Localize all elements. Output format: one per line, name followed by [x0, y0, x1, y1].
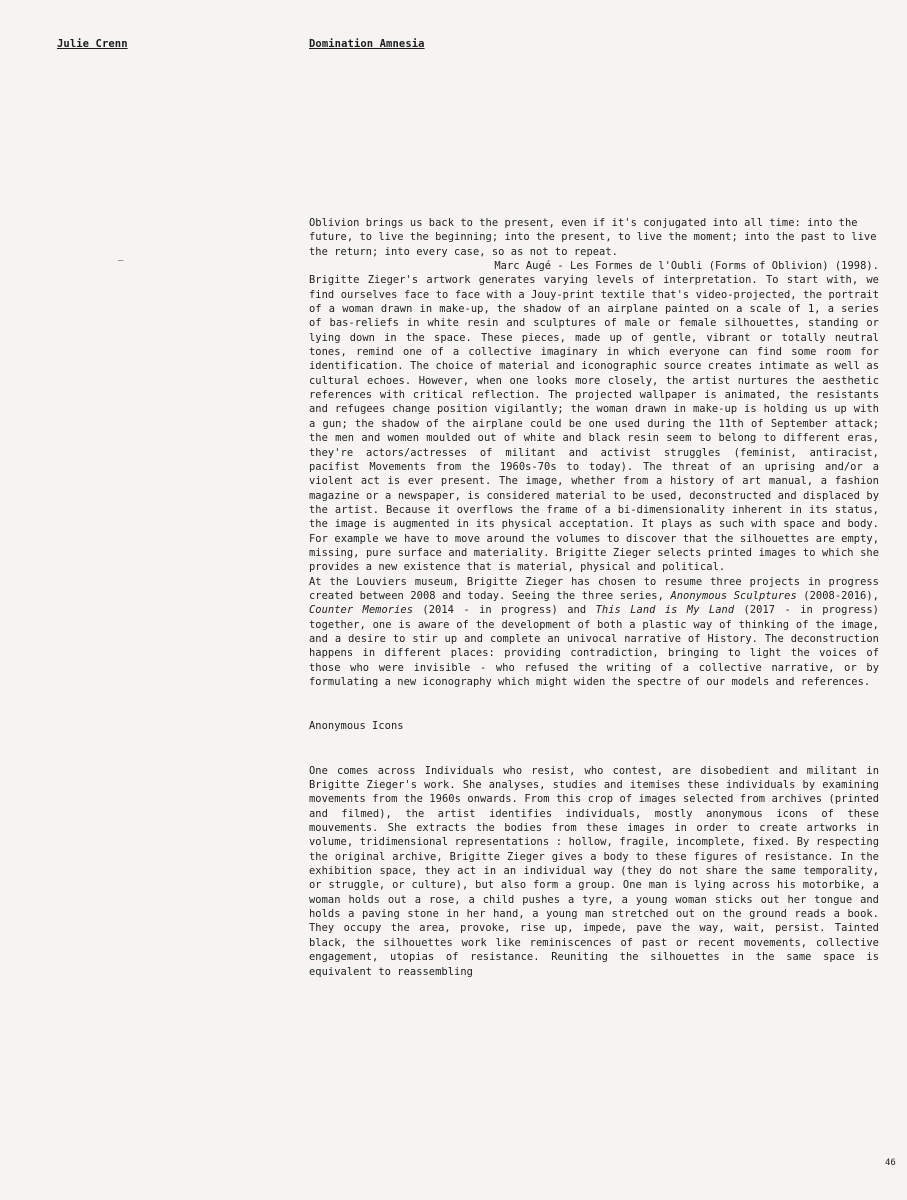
header-author: Julie Crenn: [57, 38, 128, 50]
margin-mark: –: [118, 256, 124, 266]
epigraph-source: Marc Augé - Les Formes de l'Oubli (Forms of Oblivion) (1998).: [494, 260, 879, 273]
series-1-dates: (2008-2016),: [796, 589, 879, 602]
paragraph-1: Brigitte Zieger's artwork generates varying levels of interpretation. To start with, we find ourselves face to face with a Jouy-print textile that's video-projected, the portrait of a woman drawn in make-up, the shadow of an airplane painted on a scale of 1, a series of bas-reliefs in white resin and sculptures of male or female silhouettes, standing or lying down in the space. These pieces, made up of gentle, vibrant or totally neutral tones, remind one of a collective imaginary in which everyone can find some room for identification. The choice of material and iconographic source creates intimate as well as cultural echoes. However, when one looks more closely, the artist nurtures the aesthetic references with critical reflection. The projected wallpaper is animated, the resistants and refugees change position vigilantly; the woman drawn in make-up is holding us up with a gun; the shadow of the airplane could be one used during the 11th of September attack; the men and women moulded out of white and black resin seem to belong to different eras, they're actors/actresses of militant and activist struggles (feminist, antiracist, pacifist Movements from the 1960s-70s to today). The threat of an uprising and/or a violent act is ever present. The image, whether from a history of art manual, a fashion magazine or a newspaper, is considered material to be used, deconstructed and displaced by the artist. Because it overflows the frame of a bi-dimensionality inherent in its status, the image is augmented in its physical acceptation. It plays as such with space and body. For example we have to move around the volumes to discover that the silhouettes are empty, missing, pure surface and materiality. Brigitte Zieger selects printed images to which she provides a new existence that is material, physical and political.: [309, 274, 879, 574]
paragraph-2-start: At the Louviers museum, Brigitte Zieger has chosen to resume three projects in progress created between 2008 and today. Seeing the three series,: [309, 575, 879, 602]
paragraph-2: [309, 575, 879, 690]
header-title: Domination Amnesia: [309, 38, 425, 50]
series-2-dates: (2014 - in progress) and: [413, 604, 596, 617]
page-number: 46: [885, 1158, 896, 1168]
paragraph-3: One comes across Individuals who resist, who contest, are disobedient and militant in Brigitte Zieger's work. She analyses, studies and itemises these individuals by examining movements from the 1960s onwards. From this crop of images selected from archives (printed and filmed), the artist identifies individuals, mostly anonymous icons of these mouvements. She extracts the bodies from these images in order to create artworks in volume, tridimensional representations : hollow, fragile, incomplete, fixed. By respecting the original archive, Brigitte Zieger gives a body to these figures of resistance. In the exhibition space, they act in an individual way (they do not share the same temporality, or struggle, or culture), but also form a group. One man is lying across his motorbike, a woman holds out a rose, a child pushes a tyre, a young woman sticks out her tongue and holds a paving stone in her hand, a young man stretched out on the ground reads a book. They occupy the area, provoke, rise up, impede, pave the way, wait, persist. Tainted black, the silhouettes work like reminiscences of past or recent movements, collective engagement, utopias of resistance. Reuniting the silhouettes in the same space is equivalent to reassembling: [309, 764, 879, 978]
epigraph-quote: Oblivion brings us back to the present, even if it's conjugated into all time: into the future, to live the beginning; into the present, to live the moment; into the past to live the return; into every case, so as not to repeat.: [309, 217, 877, 258]
series-anonymous-sculptures: Anonymous Sculptures: [670, 589, 797, 602]
series-this-land: This Land is My Land: [595, 604, 735, 617]
paragraph-2-end: (2017 - in progress) together, one is aware of the development of both a plastic way of thinking of the image, and a desire to stir up and complete an univocal narrative of History. The deconstruction happens in different places: providing contradiction, bringing to light the voices of those who were invisible - who refused the writing of a collective narrative, or by formulating a new iconography which might widen the spectre of our models and references.: [309, 604, 879, 688]
article-body: [309, 216, 879, 979]
section-heading: Anonymous Icons: [309, 720, 404, 733]
series-counter-memories: Counter Memories: [309, 604, 413, 617]
